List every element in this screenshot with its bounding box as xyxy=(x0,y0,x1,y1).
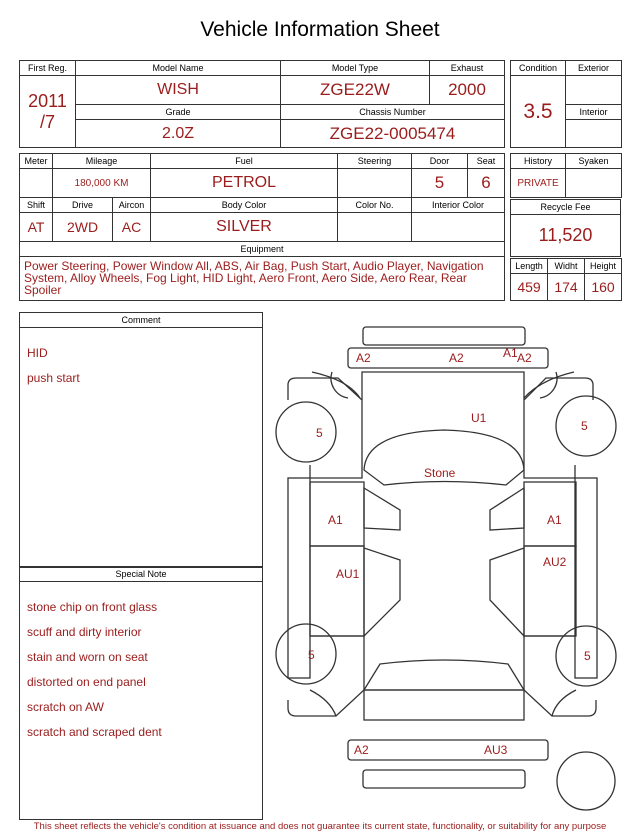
right-body-side xyxy=(575,478,597,678)
history-table xyxy=(510,153,622,198)
body-color-label: Body Color xyxy=(151,198,338,213)
left-headlamp xyxy=(312,372,360,398)
mark-right-rear-door: AU2 xyxy=(543,555,567,569)
recycle-fee-table xyxy=(510,199,621,257)
door-label: Door xyxy=(412,154,468,169)
equipment-label: Equipment xyxy=(20,242,505,257)
comment-header: Comment xyxy=(20,313,262,328)
special-note-header: Special Note xyxy=(20,567,262,582)
mark-windshield: Stone xyxy=(424,466,456,480)
rear-bumper-panel xyxy=(348,740,548,760)
rear-window xyxy=(364,660,524,690)
mark-front-bumper-right-b: A2 xyxy=(517,351,532,365)
body-color-value: SILVER xyxy=(151,213,338,242)
mark-tyre-rear-left: 5 xyxy=(308,648,315,662)
mark-front-bumper-left: A2 xyxy=(356,351,371,365)
right-front-window xyxy=(490,488,524,530)
color-no-value xyxy=(338,213,412,242)
left-rear-door xyxy=(310,546,364,636)
aircon-label: Aircon xyxy=(113,198,151,213)
comment-line: HID xyxy=(27,345,48,360)
left-front-fender xyxy=(288,378,362,478)
spare-tyre xyxy=(557,752,615,810)
comment-box xyxy=(19,312,263,568)
condition-label: Condition xyxy=(511,61,566,76)
special-note-text xyxy=(20,582,262,751)
left-body-side xyxy=(288,478,310,678)
meter-value xyxy=(20,169,53,198)
mileage-value: 180,000 KM xyxy=(53,169,151,198)
mark-rear-bumper-right: AU3 xyxy=(484,743,508,757)
first-reg-year: 2011 xyxy=(28,90,67,111)
recycle-fee-value: 11,520 xyxy=(511,215,621,257)
shift-label: Shift xyxy=(20,198,53,213)
aircon-value: AC xyxy=(113,213,151,242)
height-label: Height xyxy=(585,259,622,274)
special-note-line: scuff and dirty interior xyxy=(27,624,142,639)
model-type-value: ZGE22W xyxy=(281,76,430,105)
interior-color-label: Interior Color xyxy=(412,198,505,213)
mark-bonnet: U1 xyxy=(471,411,487,425)
width-label: Widht xyxy=(548,259,585,274)
syaken-value xyxy=(566,169,622,198)
right-taillight xyxy=(552,690,576,716)
chassis-number-label: Chassis Number xyxy=(281,105,505,120)
height-value: 160 xyxy=(585,274,622,301)
tyre-front-left xyxy=(276,402,336,462)
left-front-window xyxy=(364,488,400,530)
history-value: PRIVATE xyxy=(511,169,566,198)
length-label: Length xyxy=(511,259,548,274)
interior-value xyxy=(566,120,622,148)
mark-tyre-front-left: 5 xyxy=(316,426,323,440)
condition-table xyxy=(510,60,622,148)
exterior-label: Exterior xyxy=(566,61,622,76)
shift-value: AT xyxy=(20,213,53,242)
right-rear-window xyxy=(490,548,524,636)
model-name-value: WISH xyxy=(76,76,281,105)
mark-tyre-rear-right: 5 xyxy=(584,649,591,663)
interior-color-value xyxy=(412,213,505,242)
right-rear-quarter xyxy=(524,636,596,716)
length-value: 459 xyxy=(511,274,548,301)
special-note-line: stone chip on front glass xyxy=(27,599,158,614)
first-reg-label: First Reg. xyxy=(20,61,76,76)
recycle-fee-label: Recycle Fee xyxy=(511,200,621,215)
special-note-line: scratch on AW xyxy=(27,699,104,714)
special-note-line: scratch and scraped dent xyxy=(27,724,162,739)
first-reg-month: /7 xyxy=(39,111,55,132)
width-value: 174 xyxy=(548,274,585,301)
left-taillight xyxy=(310,690,336,716)
vehicle-damage-diagram xyxy=(270,318,634,818)
comment-line: push start xyxy=(27,370,80,385)
exterior-value xyxy=(566,76,622,105)
roof-panel xyxy=(400,520,490,610)
special-note-line: distorted on end panel xyxy=(27,674,146,689)
drive-value: 2WD xyxy=(53,213,113,242)
mark-front-bumper-right-a: A1 xyxy=(503,346,518,360)
steering-label: Steering xyxy=(338,154,412,169)
meter-label: Meter xyxy=(20,154,53,169)
dimensions-table xyxy=(510,258,622,301)
condition-value: 3.5 xyxy=(511,76,566,148)
grade-value: 2.0Z xyxy=(76,120,281,148)
rear-lower-panel xyxy=(363,770,525,788)
exhaust-label: Exhaust xyxy=(430,61,505,76)
drive-label: Drive xyxy=(53,198,113,213)
mark-right-front-door: A1 xyxy=(547,513,562,527)
interior-label: Interior xyxy=(566,105,622,120)
model-type-label: Model Type xyxy=(281,61,430,76)
comment-text xyxy=(20,328,262,397)
seat-label: Seat xyxy=(468,154,505,169)
special-note-box xyxy=(19,566,263,820)
mark-left-front-door: A1 xyxy=(328,513,343,527)
chassis-number-value: ZGE22-0005474 xyxy=(281,120,505,148)
grade-label: Grade xyxy=(76,105,281,120)
trunk-panel xyxy=(364,690,524,720)
history-label: History xyxy=(511,154,566,169)
specs-table xyxy=(19,153,505,301)
disclaimer-text: This sheet reflects the vehicle's condition at issuance and does not guarantee its current state, functionality, or suitability for any purpose xyxy=(33,821,607,832)
mark-front-bumper-center: A2 xyxy=(449,351,464,365)
first-reg-value xyxy=(20,76,76,148)
hood-panel xyxy=(362,372,524,400)
vehicle-main-table xyxy=(19,60,505,148)
mark-tyre-front-right: 5 xyxy=(581,419,588,433)
door-value: 5 xyxy=(412,169,468,198)
fuel-label: Fuel xyxy=(151,154,338,169)
model-name-label: Model Name xyxy=(76,61,281,76)
equipment-value: Power Steering, Power Window All, ABS, Air Bag, Push Start, Audio Player, Navigation System, Alloy Wheels, Fog Light, HID Light, Aero Front, Aero Side, Aero Rear, Rear Spoiler xyxy=(20,257,505,301)
fuel-value: PETROL xyxy=(151,169,338,198)
right-headlight xyxy=(540,372,557,398)
syaken-label: Syaken xyxy=(566,154,622,169)
exhaust-value: 2000 xyxy=(430,76,505,105)
left-rear-window xyxy=(364,548,400,636)
steering-value xyxy=(338,169,412,198)
front-bumper-panel xyxy=(363,327,525,345)
mark-rear-bumper-left: A2 xyxy=(354,743,369,757)
mark-left-rear-door: AU1 xyxy=(336,567,360,581)
sheet-title: Vehicle Information Sheet xyxy=(200,18,440,41)
color-no-label: Color No. xyxy=(338,198,412,213)
mileage-label: Mileage xyxy=(53,154,151,169)
seat-value: 6 xyxy=(468,169,505,198)
special-note-line: stain and worn on seat xyxy=(27,649,148,664)
tyre-rear-left xyxy=(276,624,336,684)
